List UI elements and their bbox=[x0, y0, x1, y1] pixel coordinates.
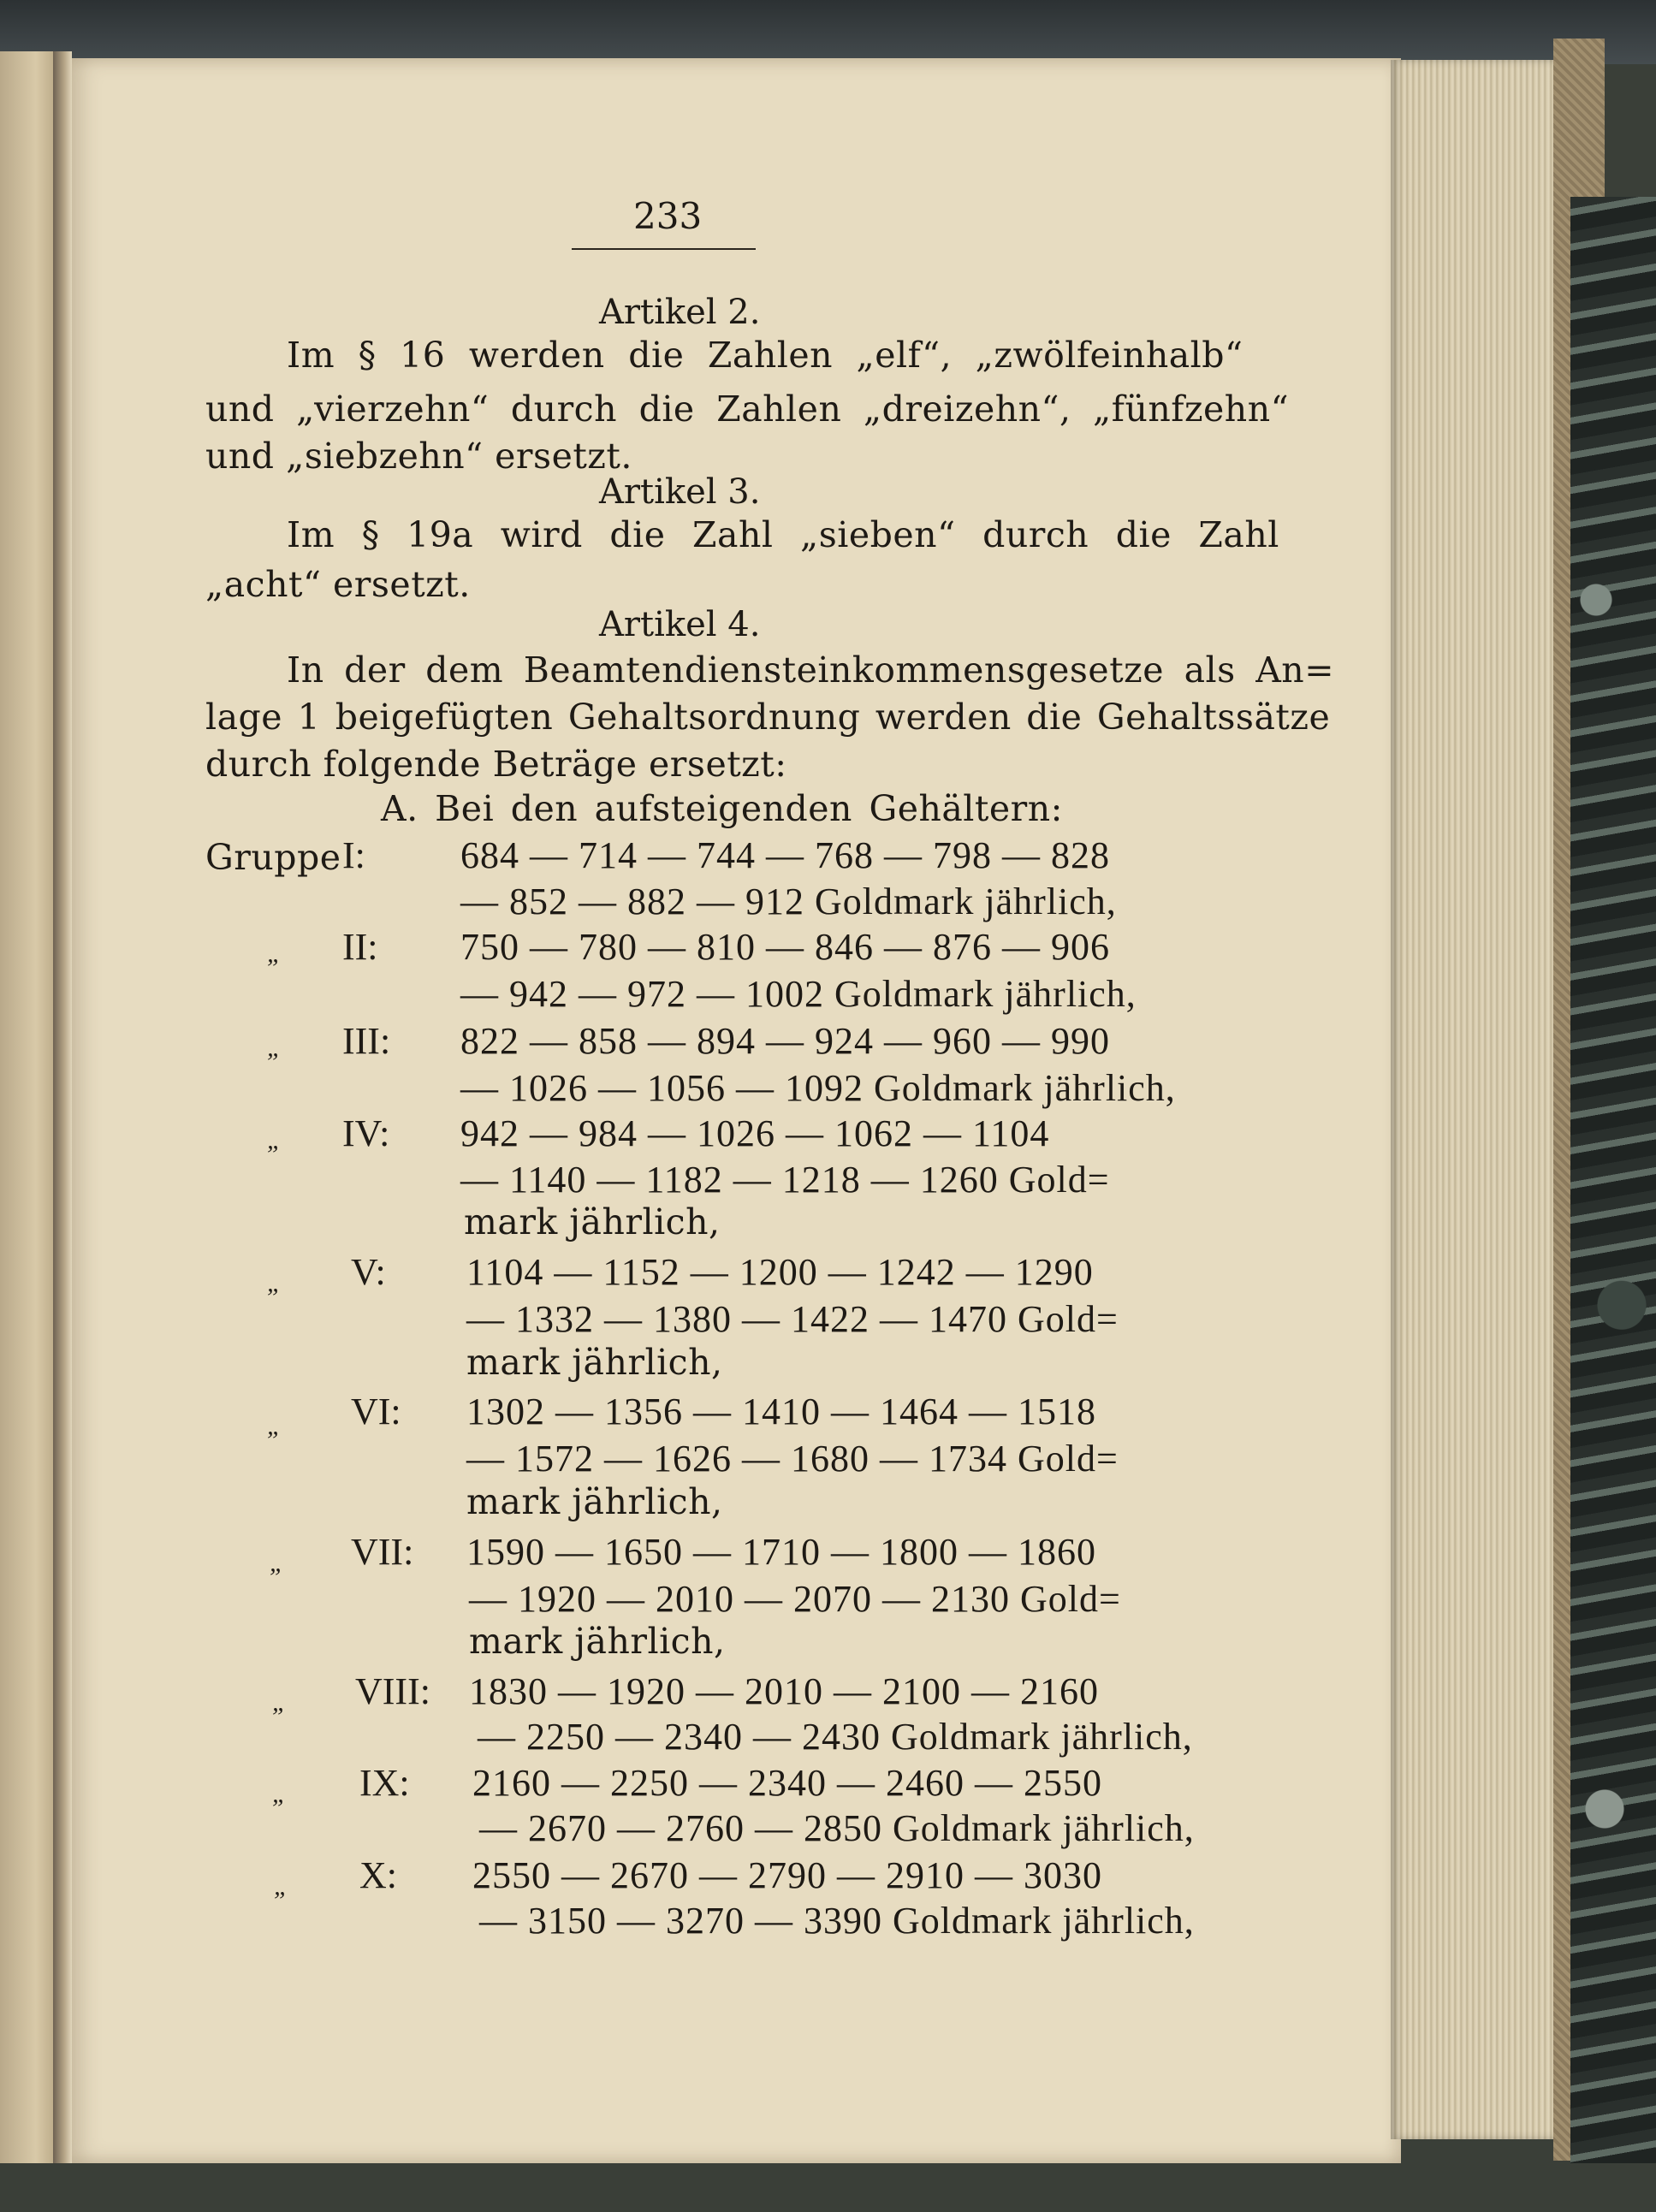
group-3-line-1: 822 — 858 — 894 — 924 — 960 — 990 bbox=[460, 1020, 1110, 1062]
left-page-edge bbox=[0, 51, 60, 2212]
article-2-line-1: Im § 16 werden die Zahlen „elf“, „zwölfeinhalb“ bbox=[287, 335, 1243, 376]
group-3-ditto: „ bbox=[267, 1034, 282, 1062]
article-2-heading: Artikel 2. bbox=[599, 293, 761, 332]
group-7-line-1: 1590 — 1650 — 1710 — 1800 — 1860 bbox=[466, 1531, 1096, 1573]
page-number-rule bbox=[572, 248, 756, 250]
group-8-roman: VIII: bbox=[355, 1670, 430, 1712]
group-6-line-3: mark jährlich, bbox=[466, 1481, 723, 1522]
book-spine-top bbox=[0, 0, 1656, 64]
page-gutter bbox=[53, 51, 72, 2212]
group-9-roman: IX: bbox=[359, 1762, 410, 1804]
group-4-roman: IV: bbox=[342, 1112, 390, 1154]
group-9-line-1: 2160 — 2250 — 2340 — 2460 — 2550 bbox=[472, 1762, 1102, 1804]
group-4-ditto: „ bbox=[267, 1126, 282, 1154]
group-5-roman: V: bbox=[351, 1251, 386, 1293]
group-6-roman: VI: bbox=[351, 1391, 401, 1432]
group-8-ditto: „ bbox=[272, 1688, 287, 1717]
group-7-roman: VII: bbox=[351, 1531, 414, 1573]
group-7-line-2: — 1920 — 2010 — 2070 — 2130 Gold= bbox=[469, 1578, 1121, 1620]
group-10-line-1: 2550 — 2670 — 2790 — 2910 — 3030 bbox=[472, 1854, 1102, 1896]
marbled-cover bbox=[1570, 197, 1656, 2212]
group-5-line-1: 1104 — 1152 — 1200 — 1242 — 1290 bbox=[466, 1251, 1094, 1293]
group-1-prefix: Gruppe bbox=[205, 837, 341, 878]
article-2-line-2: und „vierzehn“ durch die Zahlen „dreizehn“, „fünfzehn“ bbox=[205, 388, 1290, 430]
group-10-line-2: — 3150 — 3270 — 3390 Goldmark jährlich, bbox=[479, 1900, 1195, 1942]
group-8-line-2: — 2250 — 2340 — 2430 Goldmark jährlich, bbox=[478, 1716, 1193, 1758]
group-2-line-1: 750 — 780 — 810 — 846 — 876 — 906 bbox=[460, 926, 1110, 968]
group-1-roman: I: bbox=[342, 834, 365, 876]
article-4-heading: Artikel 4. bbox=[599, 605, 761, 644]
group-5-line-3: mark jährlich, bbox=[466, 1342, 723, 1383]
group-10-roman: X: bbox=[359, 1854, 397, 1896]
group-1-line-2: — 852 — 882 — 912 Goldmark jährlich, bbox=[460, 881, 1117, 922]
group-5-ditto: „ bbox=[267, 1269, 282, 1297]
article-4-line-2: lage 1 beigefügten Gehaltsordnung werden die Gehaltssätze bbox=[205, 697, 1331, 738]
group-7-line-3: mark jährlich, bbox=[469, 1621, 726, 1662]
group-4-line-1: 942 — 984 — 1026 — 1062 — 1104 bbox=[460, 1112, 1050, 1154]
page-number: 233 bbox=[633, 195, 703, 237]
page-edges bbox=[1391, 60, 1562, 2139]
group-9-line-2: — 2670 — 2760 — 2850 Goldmark jährlich, bbox=[479, 1807, 1195, 1849]
group-2-roman: II: bbox=[342, 926, 378, 968]
group-9-ditto: „ bbox=[272, 1780, 287, 1808]
group-6-ditto: „ bbox=[267, 1412, 282, 1440]
group-8-line-1: 1830 — 1920 — 2010 — 2100 — 2160 bbox=[469, 1670, 1099, 1712]
group-4-line-2: — 1140 — 1182 — 1218 — 1260 Gold= bbox=[460, 1159, 1110, 1201]
group-5-line-2: — 1332 — 1380 — 1422 — 1470 Gold= bbox=[466, 1298, 1119, 1340]
group-3-line-2: — 1026 — 1056 — 1092 Goldmark jährlich, bbox=[460, 1067, 1176, 1109]
group-2-line-2: — 942 — 972 — 1002 Goldmark jährlich, bbox=[460, 973, 1137, 1015]
article-3-line-2: „acht“ ersetzt. bbox=[205, 564, 471, 605]
background-bottom bbox=[0, 2163, 1656, 2212]
article-4-line-1: In der dem Beamtendiensteinkommensgesetze als An= bbox=[287, 649, 1335, 691]
section-a-heading: A. Bei den aufsteigenden Gehältern: bbox=[381, 788, 1063, 829]
article-3-heading: Artikel 3. bbox=[599, 472, 761, 512]
article-3-line-1: Im § 19a wird die Zahl „sieben“ durch die Zahl bbox=[287, 514, 1279, 555]
group-6-line-2: — 1572 — 1626 — 1680 — 1734 Gold= bbox=[466, 1438, 1119, 1480]
group-2-ditto: „ bbox=[267, 940, 282, 968]
group-1-line-1: 684 — 714 — 744 — 768 — 798 — 828 bbox=[460, 834, 1110, 876]
group-6-line-1: 1302 — 1356 — 1410 — 1464 — 1518 bbox=[466, 1391, 1096, 1432]
article-4-line-3: durch folgende Beträge ersetzt: bbox=[205, 744, 787, 785]
article-2-line-3: und „siebzehn“ ersetzt. bbox=[205, 436, 632, 477]
group-10-ditto: „ bbox=[274, 1872, 288, 1901]
group-4-line-3: mark jährlich, bbox=[464, 1201, 721, 1242]
group-3-roman: III: bbox=[342, 1020, 391, 1062]
group-7-ditto: „ bbox=[270, 1549, 284, 1577]
